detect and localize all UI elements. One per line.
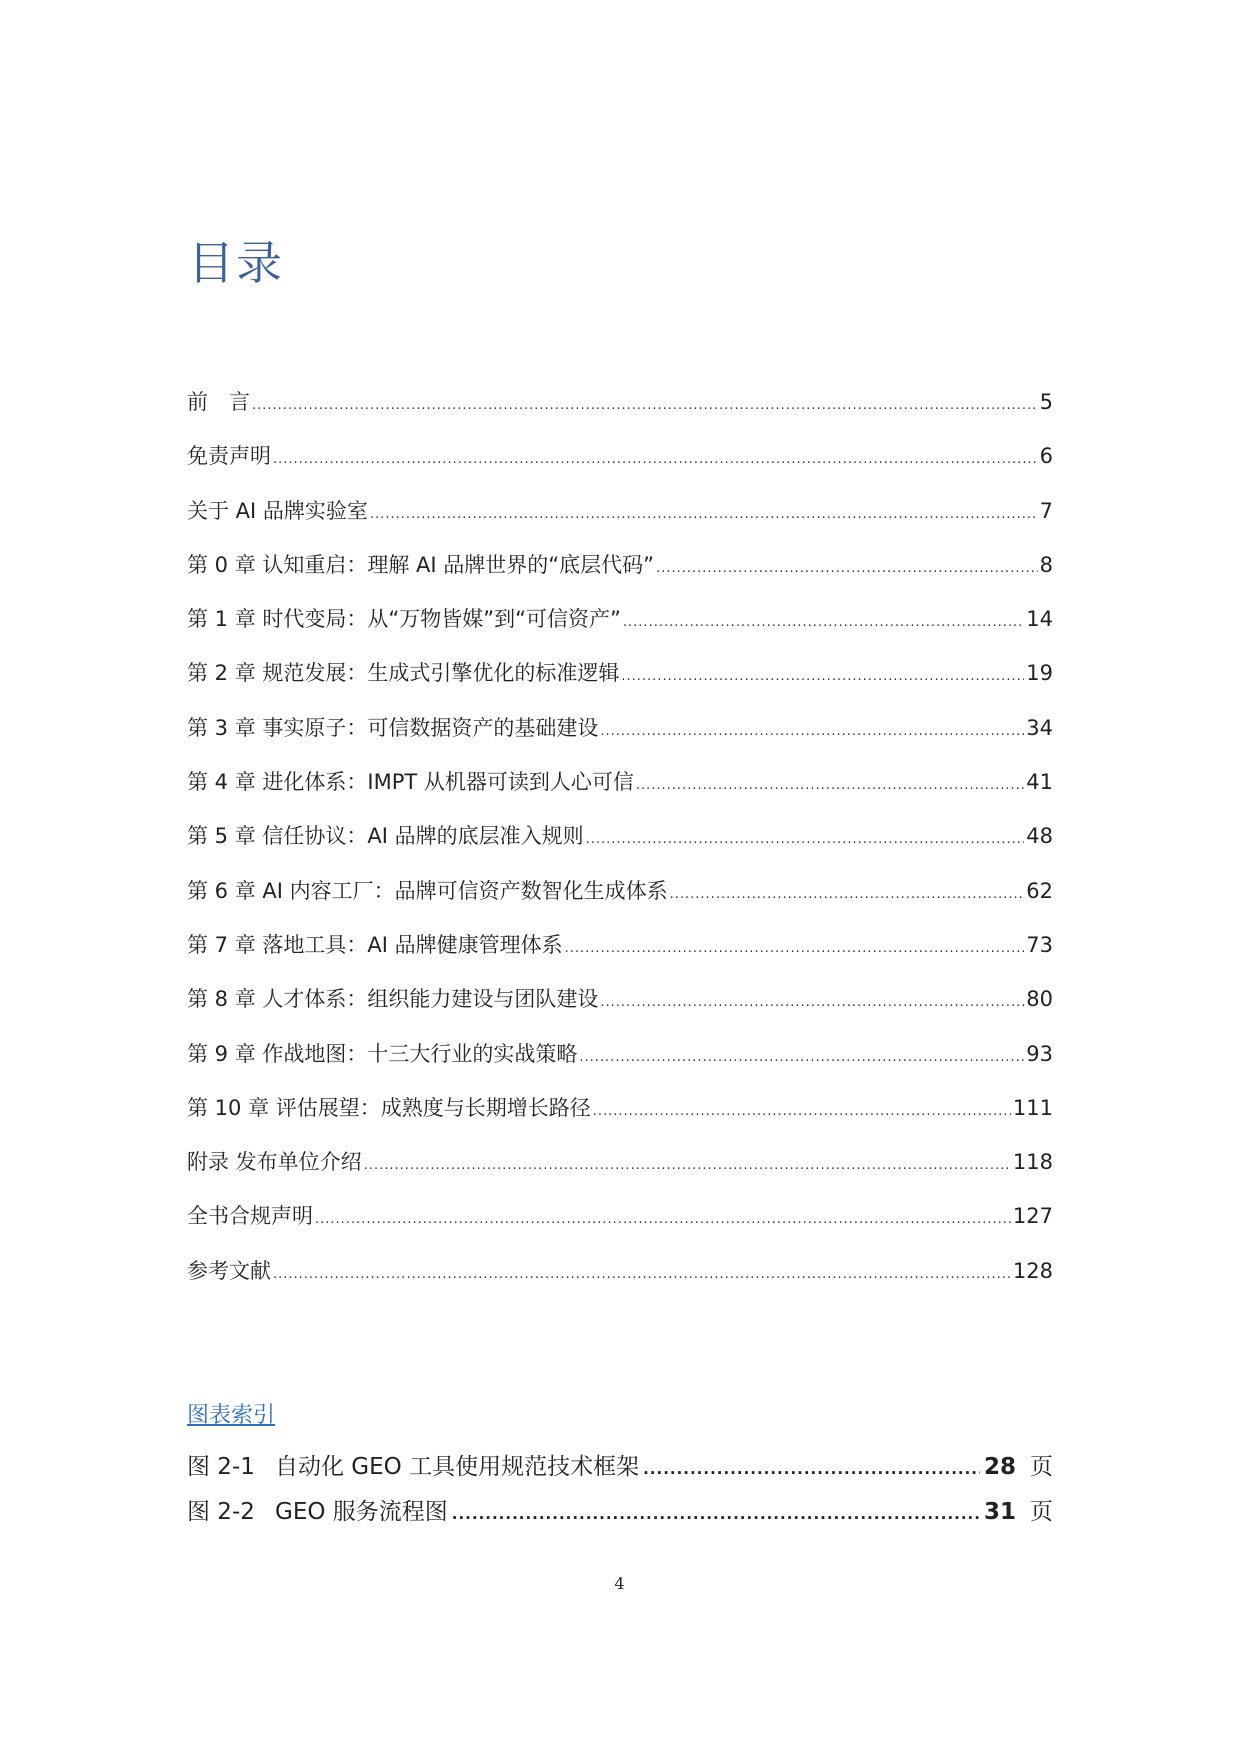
- toc-entry-label: 第 5 章 信任协议：AI 品牌的底层准入规则: [187, 824, 584, 849]
- toc-entry[interactable]: [187, 386, 1053, 440]
- toc-leader-dots: [670, 887, 1025, 902]
- toc-entry[interactable]: [187, 1092, 1053, 1146]
- toc-entry-label: 第 1 章 时代变局：从“万物皆媒”到“可信资产”: [187, 607, 621, 632]
- toc-entry-page: 111: [1012, 1095, 1053, 1120]
- toc-leader-dots: [273, 1267, 1011, 1282]
- figure-page: 28: [983, 1454, 1016, 1480]
- toc-entry-label: 第 7 章 落地工具：AI 品牌健康管理体系: [187, 932, 563, 957]
- toc-leader-dots: [623, 615, 1024, 630]
- figure-leader-dots: [643, 1460, 980, 1478]
- toc-entry[interactable]: [187, 1038, 1053, 1092]
- toc-entry[interactable]: [187, 983, 1053, 1037]
- page-number: 4: [614, 1574, 625, 1593]
- toc-entry-page: 8: [1039, 552, 1053, 577]
- toc-entry-page: 7: [1039, 498, 1053, 523]
- toc-entry[interactable]: [187, 929, 1053, 983]
- toc-entry-label: 第 8 章 人才体系：组织能力建设与团队建设: [187, 987, 599, 1012]
- toc-entry[interactable]: [187, 1200, 1053, 1254]
- page-title: 目录: [188, 236, 284, 290]
- toc-entry-page: 73: [1026, 932, 1053, 957]
- figure-page-suffix: 页: [1030, 1454, 1053, 1480]
- toc-entry-label: 第 9 章 作战地图：十三大行业的实战策略: [187, 1041, 578, 1066]
- toc-entry[interactable]: [187, 603, 1053, 657]
- toc-entry-page: 62: [1026, 878, 1053, 903]
- toc-entry[interactable]: [187, 1146, 1053, 1200]
- toc-leader-dots: [565, 941, 1025, 956]
- figure-page-suffix: 页: [1030, 1499, 1053, 1525]
- figure-leader-dots: [452, 1505, 980, 1523]
- toc-entry-label: 第 3 章 事实原子：可信数据资产的基础建设: [187, 715, 599, 740]
- toc-leader-dots: [636, 778, 1024, 793]
- toc-entry[interactable]: [187, 549, 1053, 603]
- toc-entry-label: 附录 发布单位介绍: [187, 1150, 362, 1175]
- toc-entry-page: 5: [1039, 390, 1053, 414]
- figure-number: 图 2-1: [187, 1454, 255, 1480]
- toc-entry[interactable]: [187, 1255, 1053, 1309]
- figure-page: 31: [983, 1499, 1016, 1525]
- table-of-contents: [187, 386, 1053, 1309]
- figure-title: GEO 服务流程图: [275, 1499, 448, 1525]
- toc-entry[interactable]: [187, 875, 1053, 929]
- toc-entry-label: 第 6 章 AI 内容工厂：品牌可信资产数智化生成体系: [187, 878, 668, 903]
- toc-entry-label: 前 言: [187, 390, 250, 414]
- toc-entry[interactable]: [187, 712, 1053, 766]
- figure-index-list: [187, 1448, 1053, 1538]
- toc-entry[interactable]: [187, 820, 1053, 874]
- toc-entry-page: 80: [1026, 987, 1053, 1012]
- toc-leader-dots: [586, 832, 1025, 847]
- figure-entry[interactable]: [187, 1493, 1053, 1538]
- toc-entry-label: 第 4 章 进化体系：IMPT 从机器可读到人心可信: [187, 770, 634, 795]
- toc-entry-page: 118: [1012, 1150, 1053, 1175]
- toc-entry-page: 19: [1026, 661, 1053, 686]
- toc-entry[interactable]: [187, 766, 1053, 820]
- toc-entry-label: 第 0 章 认知重启：理解 AI 品牌世界的“底层代码”: [187, 552, 655, 577]
- toc-leader-dots: [593, 1104, 1011, 1119]
- toc-leader-dots: [621, 669, 1024, 684]
- toc-entry-page: 128: [1012, 1258, 1053, 1283]
- toc-entry[interactable]: [187, 440, 1053, 494]
- toc-entry[interactable]: [187, 657, 1053, 711]
- toc-entry-page: 34: [1026, 715, 1053, 740]
- toc-leader-dots: [370, 507, 1038, 522]
- toc-leader-dots: [364, 1158, 1011, 1173]
- toc-leader-dots: [600, 995, 1024, 1010]
- figure-index-link[interactable]: 图表索引: [187, 1403, 276, 1428]
- toc-entry-page: 93: [1026, 1041, 1053, 1066]
- toc-leader-dots: [273, 452, 1038, 467]
- toc-entry-label: 参考文献: [187, 1258, 271, 1283]
- toc-entry-label: 全书合规声明: [187, 1204, 313, 1229]
- toc-entry-page: 41: [1026, 770, 1053, 795]
- figure-title: 自动化 GEO 工具使用规范技术框架: [275, 1454, 640, 1480]
- toc-leader-dots: [600, 724, 1024, 739]
- toc-entry-label: 第 2 章 规范发展：生成式引擎优化的标准逻辑: [187, 661, 620, 686]
- toc-entry-page: 48: [1026, 824, 1053, 849]
- toc-leader-dots: [315, 1212, 1011, 1227]
- toc-entry-label: 第 10 章 评估展望：成熟度与长期增长路径: [187, 1095, 591, 1120]
- toc-entry-page: 6: [1039, 444, 1053, 469]
- toc-entry-label: 免责声明: [187, 444, 271, 469]
- toc-leader-dots: [252, 398, 1038, 413]
- toc-entry[interactable]: [187, 495, 1053, 549]
- toc-entry-page: 127: [1012, 1204, 1053, 1229]
- toc-leader-dots: [579, 1050, 1024, 1065]
- toc-entry-label: 关于 AI 品牌实验室: [187, 498, 368, 523]
- figure-entry[interactable]: [187, 1448, 1053, 1493]
- figure-number: 图 2-2: [187, 1499, 255, 1525]
- toc-entry-page: 14: [1026, 607, 1053, 632]
- toc-leader-dots: [656, 561, 1038, 576]
